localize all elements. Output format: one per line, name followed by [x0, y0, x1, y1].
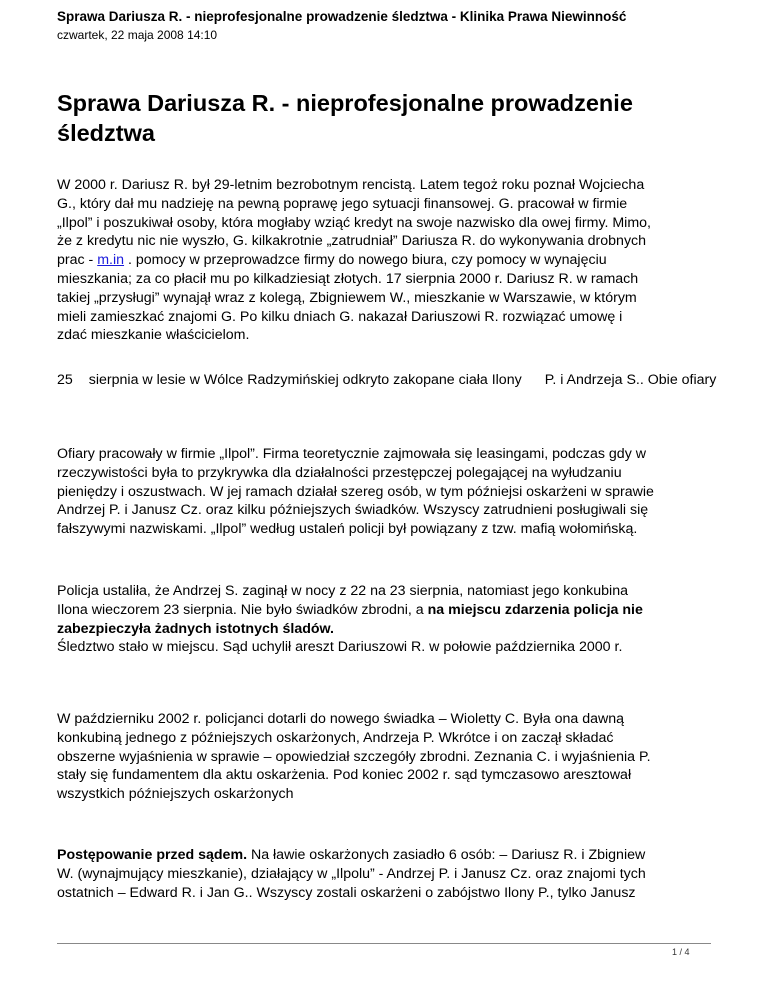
paragraph-4 [57, 582, 717, 657]
paragraph-line: konkubiną jednego z późniejszych oskarżonych, Andrzeja P. Wkrótce i on zaczął składać [57, 729, 614, 746]
paragraph-line: „Ilpol” i poszukiwał osoby, która mogłaby wziąć kredyt na swoje nazwisko dla owej firmy. Mimo, [57, 214, 651, 231]
emphasis-text: zabezpieczyła żadnych istotnych śladów. [57, 620, 334, 637]
article-title [57, 88, 697, 148]
paragraph-line: wszystkich późniejszych oskarżonych [57, 786, 294, 803]
paragraph-3 [57, 445, 717, 539]
line-text: sierpnia w lesie w Wólce Radzymińskiej odkryto zakopane ciała Ilony [88, 372, 522, 388]
paragraph-line: W. (wynajmujący mieszkanie), działający w „Ilpolu” - Andrzej P. i Janusz Cz. oraz znajomi tych [57, 865, 646, 882]
line-text: . pomocy w przeprowadzce firmy do nowego biura, czy pomocy w wynajęciu [124, 252, 607, 269]
paragraph-line: Ofiary pracowały w firmie „Ilpol”. Firma teoretycznie zajmowała się leasingami, podczas gdy w [57, 446, 646, 462]
inline-link[interactable]: m.in [97, 252, 125, 269]
footer-divider [57, 943, 711, 944]
paragraph-line: fałszywymi nazwiskami. „Ilpol” według ustaleń policji był powiązany z tzw. mafią wołomińską. [57, 521, 638, 538]
paragraph-line: zdać mieszkanie właścicielom. [57, 327, 250, 344]
line-text: prac - [57, 252, 98, 269]
line-text: Ilona wieczorem 23 sierpnia. Nie było świadków zbrodni, a [57, 601, 428, 618]
paragraph-line: takiej „przysługi” wynajął wraz z kolegą, Zbigniewem W., mieszkanie w Warszawie, w którym [57, 289, 637, 306]
paragraph-2 [57, 371, 768, 390]
paragraph-line: W październiku 2002 r. policjanci dotarli do nowego świadka – Wioletty C. Była ona dawną [57, 711, 625, 727]
paragraph-line [57, 620, 717, 639]
paragraph-line [57, 251, 717, 270]
header-date: czwartek, 22 maja 2008 14:10 [57, 28, 218, 42]
line-text: Na ławie oskarżonych zasiadło 6 osób: – Dariusz R. i Zbigniew [247, 847, 646, 863]
section-heading: Postępowanie przed sądem. [57, 847, 248, 863]
paragraph-line: Andrzej P. i Janusz Cz. oraz kilku późniejszych świadków. Wszyscy zatrudnieni posługiwali się [57, 502, 649, 519]
paragraph-6 [57, 846, 717, 902]
paragraph-line [57, 846, 717, 865]
paragraph-line: rzeczywistości była to przykrywka dla działalności przestępczej polegającej na wyłudzaniu [57, 464, 622, 481]
paragraph-line: G., który dał mu nadzieję na pewną poprawę jego sytuacji finansowej. G. pracował w firmie [57, 195, 628, 212]
page-number: 1 / 4 [672, 947, 690, 957]
paragraph-1 [57, 176, 717, 345]
paragraph-line: stały się fundamentem dla aktu oskarżenia. Pod koniec 2002 r. sąd tymczasowo aresztował [57, 767, 632, 784]
paragraph-line: mieszkania; za co płacił mu po kilkadziesiąt złotych. 17 sierpnia 2000 r. Dariusz R. w ramach [57, 270, 639, 287]
emphasis-text: na miejscu zdarzenia policja nie [427, 601, 643, 618]
paragraph-line: pieniędzy i oszustwach. W jej ramach działał szereg osób, w tym późniejsi oskarżeni w sprawie [57, 483, 654, 500]
paragraph-line: obszerne wyjaśnienia w sprawie – opowiedział szczegóły zbrodni. Zeznania C. i wyjaśnienia P. [57, 748, 651, 765]
paragraph-line: mieli zamieszkać znajomi G. Po kilku dniach G. nakazał Dariuszowi R. rozwiązać umowę i [57, 308, 623, 325]
paragraph-line: Śledztwo stało w miejscu. Sąd uchylił areszt Dariuszowi R. w połowie października 2000 r. [57, 639, 623, 656]
line-text: P. i Andrzeja S.. Obie ofiary [544, 372, 717, 388]
article-title-line-1: Sprawa Dariusza R. - nieprofesjonalne prowadzenie [57, 90, 633, 116]
line-text: 25 [57, 372, 73, 388]
paragraph-line: ostatnich – Edward R. i Jan G.. Wszyscy zostali oskarżeni o zabójstwo Ilony P., tylko Janusz [57, 884, 636, 901]
paragraph-line: Policja ustaliła, że Andrzej S. zaginął w nocy z 22 na 23 sierpnia, natomiast jego konkubina [57, 583, 628, 599]
paragraph-line [57, 601, 717, 620]
paragraph-line: W 2000 r. Dariusz R. był 29-letnim bezrobotnym rencistą. Latem tegoż roku poznał Wojciecha [57, 177, 645, 193]
article-title-line-2: śledztwa [57, 120, 155, 146]
paragraph-5 [57, 710, 717, 804]
paragraph-line: że z kredytu nic nie wyszło, G. kilkakrotnie „zatrudniał” Dariusza R. do wykonywania drobnych [57, 233, 647, 250]
header-title: Sprawa Dariusza R. - nieprofesjonalne prowadzenie śledztwa - Klinika Prawa Niewinność [57, 9, 627, 24]
